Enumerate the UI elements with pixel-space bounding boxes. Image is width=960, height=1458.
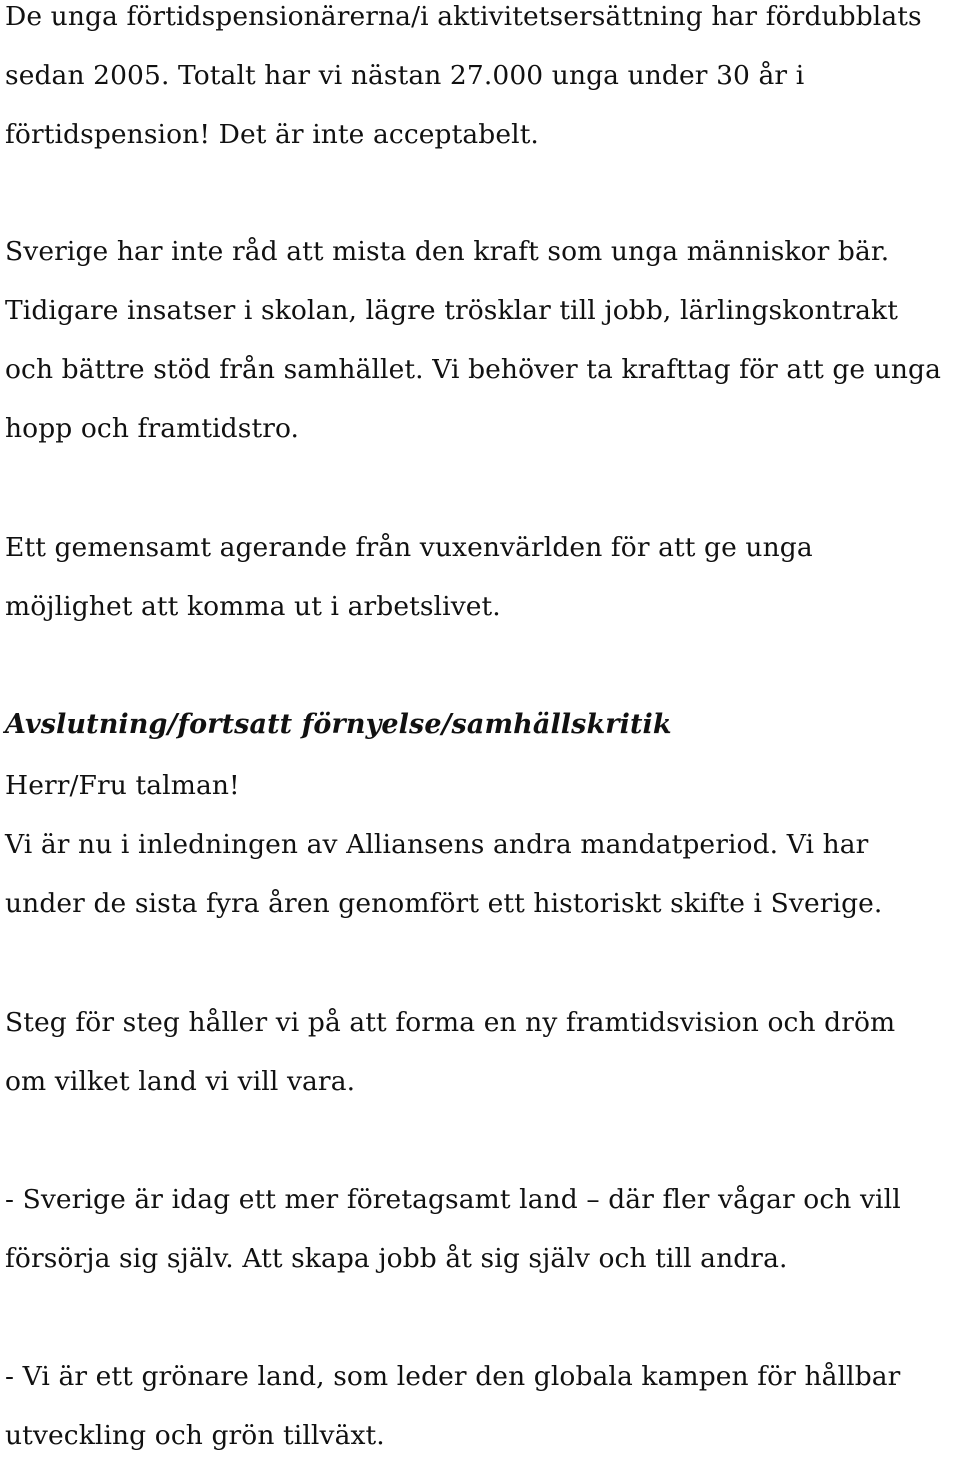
paragraph-line: Sverige har inte råd att mista den kraft som unga människor bär. [5,236,890,267]
paragraph-line: Ett gemensamt agerande från vuxenvärlden för att ge unga [5,532,813,563]
paragraph-line: möjlighet att komma ut i arbetslivet. [5,591,501,622]
paragraph-line: Tidigare insatser i skolan, lägre trösklar till jobb, lärlingskontrakt [5,295,898,326]
paragraph-line: sedan 2005. Totalt har vi nästan 27.000 unga under 30 år i [5,60,805,91]
paragraph-line: och bättre stöd från samhället. Vi behöver ta krafttag för att ge unga [5,354,942,385]
bullet-line: - Sverige är idag ett mer företagsamt land – där fler vågar och vill [5,1184,901,1215]
bullet-line: - Vi är ett grönare land, som leder den globala kampen för hållbar [5,1361,901,1392]
paragraph-line: under de sista fyra åren genomfört ett historiskt skifte i Sverige. [5,888,883,919]
paragraph-line: förtidspension! Det är inte acceptabelt. [5,119,539,150]
section-heading: Avslutning/fortsatt förnyelse/samhällskritik [5,709,672,740]
salutation: Herr/Fru talman! [5,770,240,801]
bullet-line: försörja sig själv. Att skapa jobb åt sig själv och till andra. [5,1243,788,1274]
paragraph-line: De unga förtidspensionärerna/i aktivitetsersättning har fördubblats [5,1,922,32]
paragraph-line: Vi är nu i inledningen av Alliansens andra mandatperiod. Vi har [5,829,869,860]
paragraph-line: hopp och framtidstro. [5,413,300,444]
paragraph-line: om vilket land vi vill vara. [5,1066,356,1097]
paragraph-line: Steg för steg håller vi på att forma en ny framtidsvision och dröm [5,1007,896,1038]
bullet-line: utveckling och grön tillväxt. [5,1420,385,1451]
